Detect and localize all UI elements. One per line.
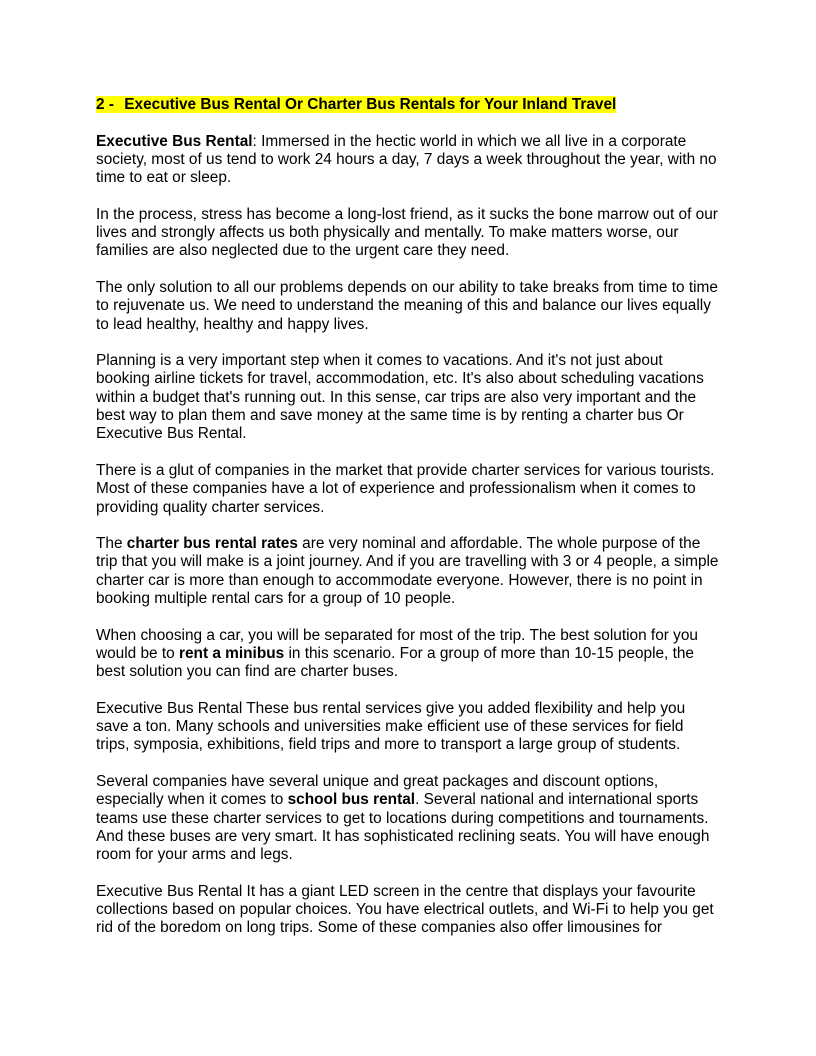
paragraph-text: . Several national and international sports teams use these charter services to get to locations during competitions and tournaments. And these buses are very smart. It has sophisticated reclining seats. You will have enough room for your arms and legs. [96,791,710,864]
paragraph-text: The only solution to all our problems depends on our ability to take breaks from time to time to rejuvenate us. We need to understand the meaning of this and balance our lives equally to lead healthy, healthy and happy lives. [96,278,718,333]
keyword-rent-a-minibus: rent a minibus [179,644,285,662]
paragraph-text: In the process, stress has become a long-lost friend, as it sucks the bone marrow out of our lives and strongly affects us both physically and mentally. To make matters worse, our families are also neglected due to the urgent care they need. [96,205,718,260]
paragraph-6 [96,535,720,608]
paragraph-5 [96,462,720,517]
paragraph-4 [96,352,720,443]
paragraph-8 [96,700,720,755]
paragraph-text: Executive Bus Rental These bus rental services give you added flexibility and help you save a ton. Many schools and universities make efficient use of these services for field trips, symposia, exhibitions, field trips and more to transport a large group of students. [96,699,686,754]
paragraph-7 [96,627,720,682]
heading-highlight [96,96,616,113]
paragraph-text: are very nominal and affordable. The whole purpose of the trip that you will make is a joint journey. And if you are travelling with 3 or 4 people, a simple charter car is more than enough to accommodate everyone. However, there is no point in booking multiple rental cars for a group of 10 people. [96,535,719,608]
paragraph-10 [96,883,720,938]
paragraph-text: There is a glut of companies in the market that provide charter services for various tourists. Most of these companies have a lot of experience and professionalism when it comes to providing quality charter services. [96,461,715,516]
paragraph-1 [96,133,720,188]
paragraph-text: Several companies have several unique and great packages and discount options, especially when it comes to [96,772,659,809]
paragraph-9 [96,773,720,864]
paragraph-text: When choosing a car, you will be separated for most of the trip. The best solution for you would be to [96,626,698,662]
keyword-school-bus-rental: school bus rental [287,791,416,809]
paragraph-text: The [96,535,127,553]
paragraph-text: Executive Bus Rental It has a giant LED screen in the centre that displays your favourite collections based on popular choices. You have electrical outlets, and Wi-Fi to help you get rid of the boredom on long trips. Some of these companies also offer limousines for [96,882,714,937]
paragraph-lead-bold: Executive Bus Rental [96,132,253,150]
paragraph-text: : Immersed in the hectic world in which we all live in a corporate society, most of us tend to work 24 hours a day, 7 days a week throughout the year, with no time to eat or sleep. [96,132,717,187]
heading-title: Executive Bus Rental Or Charter Bus Rentals for Your Inland Travel [124,96,617,113]
paragraph-text: in this scenario. For a group of more than 10-15 people, the best solution you can find are charter buses. [96,644,694,681]
section-heading [96,96,720,114]
paragraph-2 [96,206,720,261]
paragraph-text: Planning is a very important step when it comes to vacations. And it's not just about booking airline tickets for travel, accommodation, etc. It's also about scheduling vacations within a budget that's running out. In this sense, car trips are also very important and the best way to plan them and save money at the same time is by renting a charter bus Or Executive Bus Rental. [96,352,704,443]
document-page [96,96,720,956]
keyword-charter-bus-rental-rates: charter bus rental rates [126,535,298,553]
paragraph-3 [96,279,720,334]
heading-number: 2 - [96,96,114,113]
